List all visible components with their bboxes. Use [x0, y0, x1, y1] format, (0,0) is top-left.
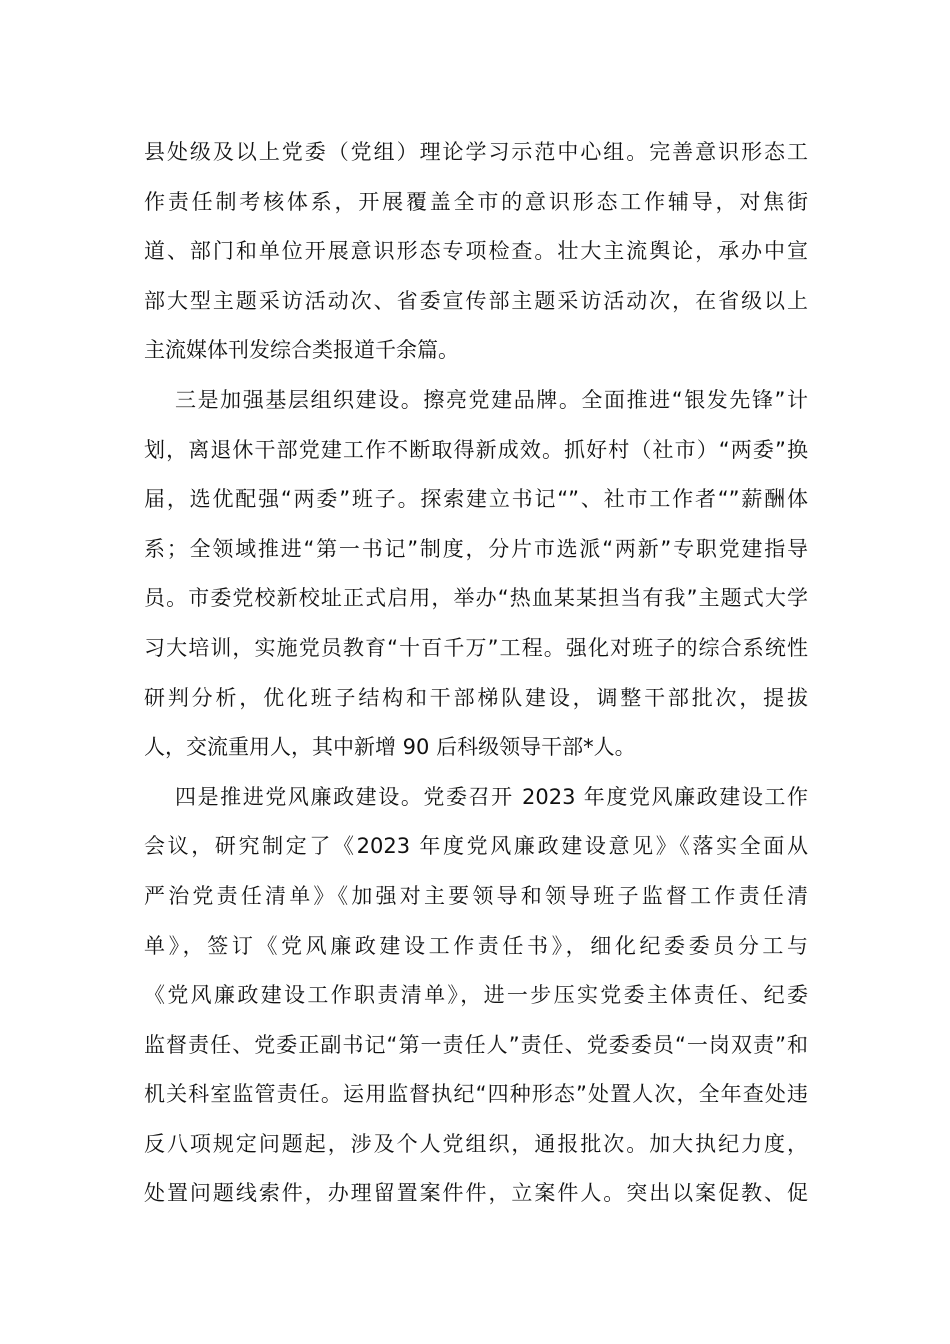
- text-line: 单》，签订《党风廉政建设工作责任书》，细化纪委委员分工与: [144, 933, 808, 958]
- text-line: 届，选优配强“两委”班子。探索建立书记“”、社市工作者“”薪酬体: [144, 487, 808, 512]
- text-line: 划，离退休干部党建工作不断取得新成效。抓好村（社市）“两委”换: [144, 437, 808, 462]
- text-line: 习大培训，实施党员教育“十百千万”工程。强化对班子的综合系统性: [144, 635, 808, 660]
- text-line: 县处级及以上党委（党组）理论学习示范中心组。完善意识形态工: [144, 140, 808, 164]
- paragraph-3: [144, 773, 808, 1219]
- text-line: 作责任制考核体系，开展覆盖全市的意识形态工作辅导，对焦街: [144, 189, 808, 214]
- paragraph-2: [144, 376, 808, 773]
- text-line: 反八项规定问题起，涉及个人党组织，通报批次。加大执纪力度，: [144, 1131, 808, 1156]
- text-line: 人，交流重用人，其中新增 90 后科级领导干部*人。: [144, 735, 636, 760]
- text-line: 机关科室监管责任。运用监督执纪“四种形态”处置人次，全年查处违: [144, 1082, 808, 1107]
- text-line: 系；全领域推进“第一书记”制度，分片市选派“两新”专职党建指导: [144, 536, 808, 561]
- text-line: 员。市委党校新校址正式启用，举办“热血某某担当有我”主题式大学: [144, 586, 808, 611]
- text-line: 四是推进党风廉政建设。党委召开 2023 年度党风廉政建设工作: [175, 784, 808, 809]
- text-line: 会议，研究制定了《2023 年度党风廉政建设意见》《落实全面从: [144, 834, 808, 859]
- text-line: 主流媒体刊发综合类报道千余篇。: [144, 338, 459, 363]
- text-line: 严治党责任清单》《加强对主要领导和领导班子监督工作责任清: [144, 883, 808, 908]
- paragraph-1: [144, 128, 808, 376]
- text-line: 研判分析，优化班子结构和干部梯队建设，调整干部批次，提拔: [144, 685, 808, 710]
- text-line: 道、部门和单位开展意识形态专项检查。壮大主流舆论，承办中宣: [144, 239, 808, 264]
- text-line: 部大型主题采访活动次、省委宣传部主题采访活动次，在省级以上: [144, 288, 808, 313]
- text-line: 监督责任、党委正副书记“第一责任人”责任、党委委员“一岗双责”和: [144, 1032, 808, 1057]
- document-body: [144, 128, 808, 1219]
- text-line: 三是加强基层组织建设。擦亮党建品牌。全面推进“银发先锋”计: [175, 387, 808, 412]
- text-line: 处置问题线索件，办理留置案件件，立案件人。突出以案促教、促: [144, 1181, 808, 1206]
- text-line: 《党风廉政建设工作职责清单》，进一步压实党委主体责任、纪委: [144, 983, 808, 1008]
